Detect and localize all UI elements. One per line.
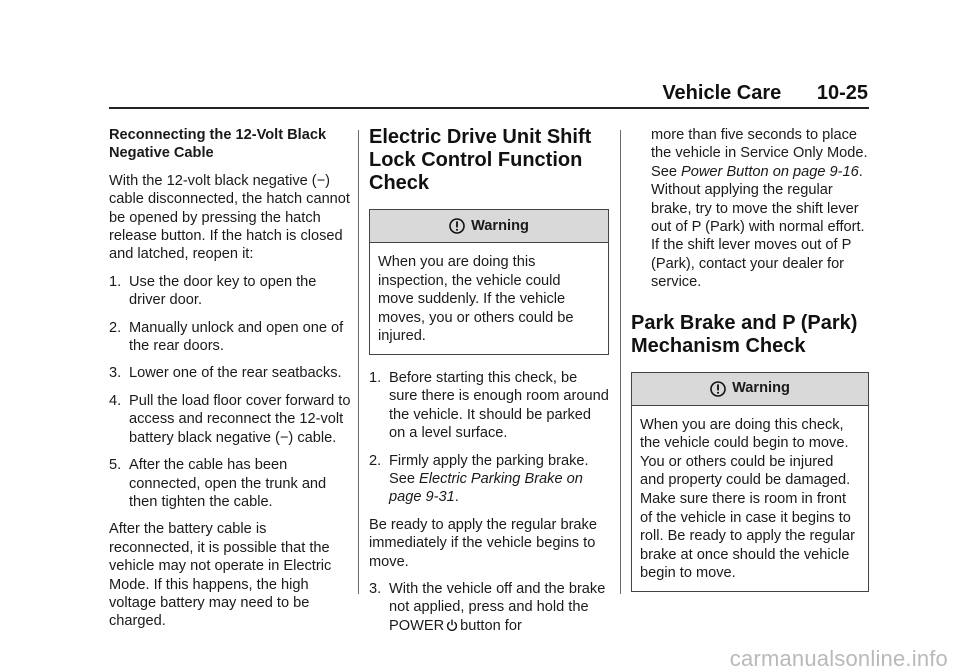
list-item (369, 452, 609, 507)
heading-shift-lock-check: Electric Drive Unit Shift Lock Control Function Check (369, 126, 592, 194)
step-text (389, 452, 609, 507)
column-3 (631, 126, 869, 606)
warning-header (370, 210, 608, 243)
step-number: 4. (109, 392, 122, 409)
column-divider-2 (620, 130, 621, 594)
step-number: 2. (109, 319, 122, 336)
list-item (109, 392, 351, 447)
cross-reference-link[interactable]: Power Button on page 9-16 (681, 163, 859, 180)
step-text-end: button for (460, 617, 522, 634)
warning-label: Warning (732, 380, 790, 397)
warning-text: When you are doing this inspection, the vehicle could move suddenly. If the vehicle moves, you or others could be injured. (378, 254, 574, 345)
list-item (369, 580, 609, 635)
step-number: 1. (369, 369, 382, 386)
step-number: 3. (109, 365, 122, 382)
warning-text: When you are doing this check, the vehicle could begin to move. You or others could be injured and property could be damaged. Make sure there is room in front of the vehicle in case it begins to roll. Be ready to apply the regular brake at once should the vehicle begin to move. (640, 416, 855, 582)
intro-paragraph: With the 12-volt black negative (−) cable disconnected, the hatch cannot be opened by pressing the hatch release button. If the hatch is closed and latched, reopen it: (109, 172, 350, 263)
step-text: After the cable has been connected, open the trunk and then tighten the cable. (129, 457, 327, 510)
watermark: carmanualsonline.info (729, 646, 948, 671)
subheading-reconnecting: Reconnecting the 12-Volt Black Negative Cable (109, 127, 327, 162)
warning-header (632, 373, 868, 406)
step-number: 5. (109, 457, 122, 474)
column-divider-1 (358, 130, 359, 594)
warning-icon (449, 218, 465, 234)
section-title: Vehicle Care (662, 82, 782, 104)
step-text-end: . (454, 489, 459, 506)
power-icon (446, 619, 458, 632)
warning-box (369, 209, 609, 355)
list-item (109, 456, 351, 511)
continued-paragraph (651, 126, 869, 292)
warning-box (631, 372, 869, 592)
column-1 (109, 126, 351, 640)
step-text (389, 580, 609, 635)
step-text: Pull the load floor cover forward to access and reconnect the 12-volt battery black negative (−) cable. (129, 392, 351, 446)
warning-label: Warning (471, 217, 529, 234)
step-number: 2. (369, 452, 382, 469)
step-text-lead: Firmly apply the parking brake. See (389, 452, 589, 487)
step-text: Use the door key to open the driver door. (129, 273, 317, 309)
cross-reference-link[interactable]: Electric Parking Brake on page 9-31 (389, 471, 583, 506)
list-item (109, 364, 351, 382)
heading-park-brake-check: Park Brake and P (Park) Mechanism Check (631, 311, 858, 357)
list-item (109, 273, 351, 310)
step-text: Manually unlock and open one of the rear doors. (129, 319, 344, 355)
continued-text-a: more than five seconds to place the vehicle in Service Only Mode. See (651, 127, 868, 180)
step-text: Lower one of the rear seatbacks. (129, 365, 342, 382)
step-number: 3. (369, 581, 382, 598)
list-item (109, 319, 351, 356)
closing-paragraph: After the battery cable is reconnected, it is possible that the vehicle may not operate in Electric Mode. If this happens, the high voltage battery may need to be charged. (109, 521, 332, 630)
header-rule (109, 107, 869, 109)
step-subparagraph: Be ready to apply the regular brake immediately if the vehicle begins to move. (369, 516, 597, 570)
list-item (369, 369, 609, 443)
page-header (0, 82, 868, 105)
column-2 (369, 126, 609, 644)
step-number: 1. (109, 273, 122, 290)
page-number: 10-25 (816, 82, 868, 104)
step-text: Before starting this check, be sure there is enough room around the vehicle. It should be parked on a level surface. (389, 369, 609, 442)
step-text-lead: With the vehicle off and the brake not applied, press and hold the POWER (389, 581, 606, 634)
warning-icon (710, 381, 726, 397)
continued-text-b: . Without applying the regular brake, try to move the shift lever out of P (Park) with normal effort. If the shift lever moves out of P (Park), contact your dealer for service. (651, 163, 865, 291)
